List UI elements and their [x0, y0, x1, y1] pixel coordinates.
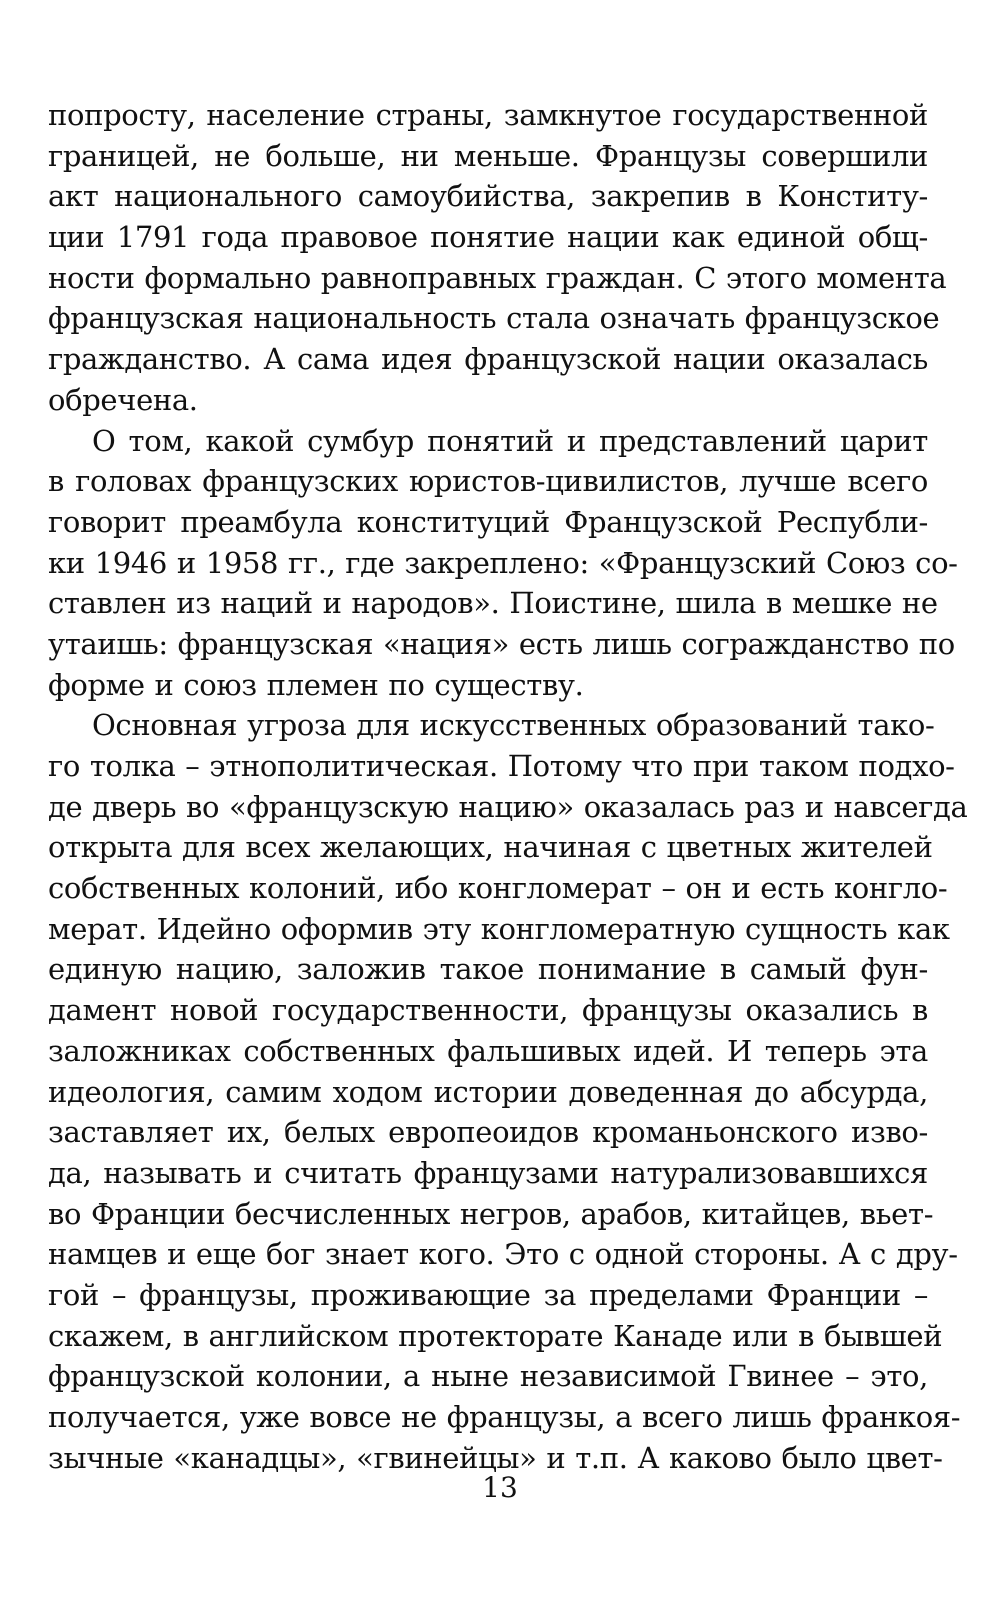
text-line: мерат. Идейно оформив эту конгломератную сущность как: [48, 911, 950, 946]
page-number: 13: [482, 1471, 518, 1504]
text-line: ки 1946 и 1958 гг., где закреплено: «Французский Союз со-: [48, 545, 958, 580]
text-line: собственных колоний, ибо конгломерат – он и есть конгло-: [48, 871, 948, 906]
text-line: попросту, население страны, замкнутое государственной: [48, 98, 928, 132]
text-line: Основная угроза для искусственных образований тако-: [92, 708, 935, 743]
text-line: скажем, в английском протекторате Канаде или в бывшей: [48, 1318, 943, 1353]
text-line: ции 1791 года правовое понятие нации как единой общ-: [48, 220, 928, 255]
text-line: форме и союз племен по существу.: [48, 667, 584, 702]
text-line: утаишь: французская «нация» есть лишь согражданство по: [48, 626, 955, 661]
body-text: [48, 95, 968, 1478]
text-line: зычные «канадцы», «гвинейцы» и т.п. А каково было цвет-: [48, 1440, 943, 1475]
text-line: го толка – этнополитическая. Потому что при таком подхо-: [48, 749, 955, 783]
text-line: французской колонии, а ныне независимой Гвинее – это,: [48, 1359, 928, 1394]
text-line: ставлен из наций и народов». Поистине, шила в мешке не: [48, 586, 938, 621]
text-line: О том, какой сумбур понятий и представлений царит: [92, 423, 928, 458]
text-line: единую нацию, заложив такое понимание в самый фун-: [48, 952, 928, 987]
text-line: во Франции бесчисленных негров, арабов, китайцев, вьет-: [48, 1196, 934, 1231]
text-line: ности формально равноправных граждан. С этого момента: [48, 260, 947, 295]
text-line: де дверь во «французскую нацию» оказалась раз и навсегда: [48, 789, 968, 824]
text-line: намцев и еще бог знает кого. Это с одной стороны. А с дру-: [48, 1237, 958, 1272]
text-line: французская национальность стала означать французское: [48, 301, 940, 336]
text-line: гой – французы, проживающие за пределами Франции –: [48, 1277, 928, 1312]
text-line: говорит преамбула конституций Французской Республи-: [48, 504, 928, 539]
text-line: открыта для всех желающих, начиная с цветных жителей: [48, 830, 933, 865]
text-line: идеология, самим ходом истории доведенная до абсурда,: [48, 1074, 928, 1109]
text-line: границей, не больше, ни меньше. Французы совершили: [48, 138, 928, 173]
text-line: заставляет их, белых европеоидов кроманьонского изво-: [48, 1115, 928, 1150]
text-line: да, называть и считать французами натурализовавшихся: [48, 1155, 928, 1190]
text-line: акт национального самоубийства, закрепив в Конститу-: [48, 179, 928, 214]
text-line: получается, уже вовсе не французы, а всего лишь франкоя-: [48, 1400, 961, 1434]
text-line: дамент новой государственности, французы оказались в: [48, 993, 928, 1028]
text-line: гражданство. А сама идея французской нации оказалась: [48, 342, 928, 377]
text-line: обречена.: [48, 382, 198, 417]
text-line: в головах французских юристов-цивилистов, лучше всего: [48, 464, 928, 499]
text-line: заложниках собственных фальшивых идей. И теперь эта: [48, 1033, 928, 1068]
